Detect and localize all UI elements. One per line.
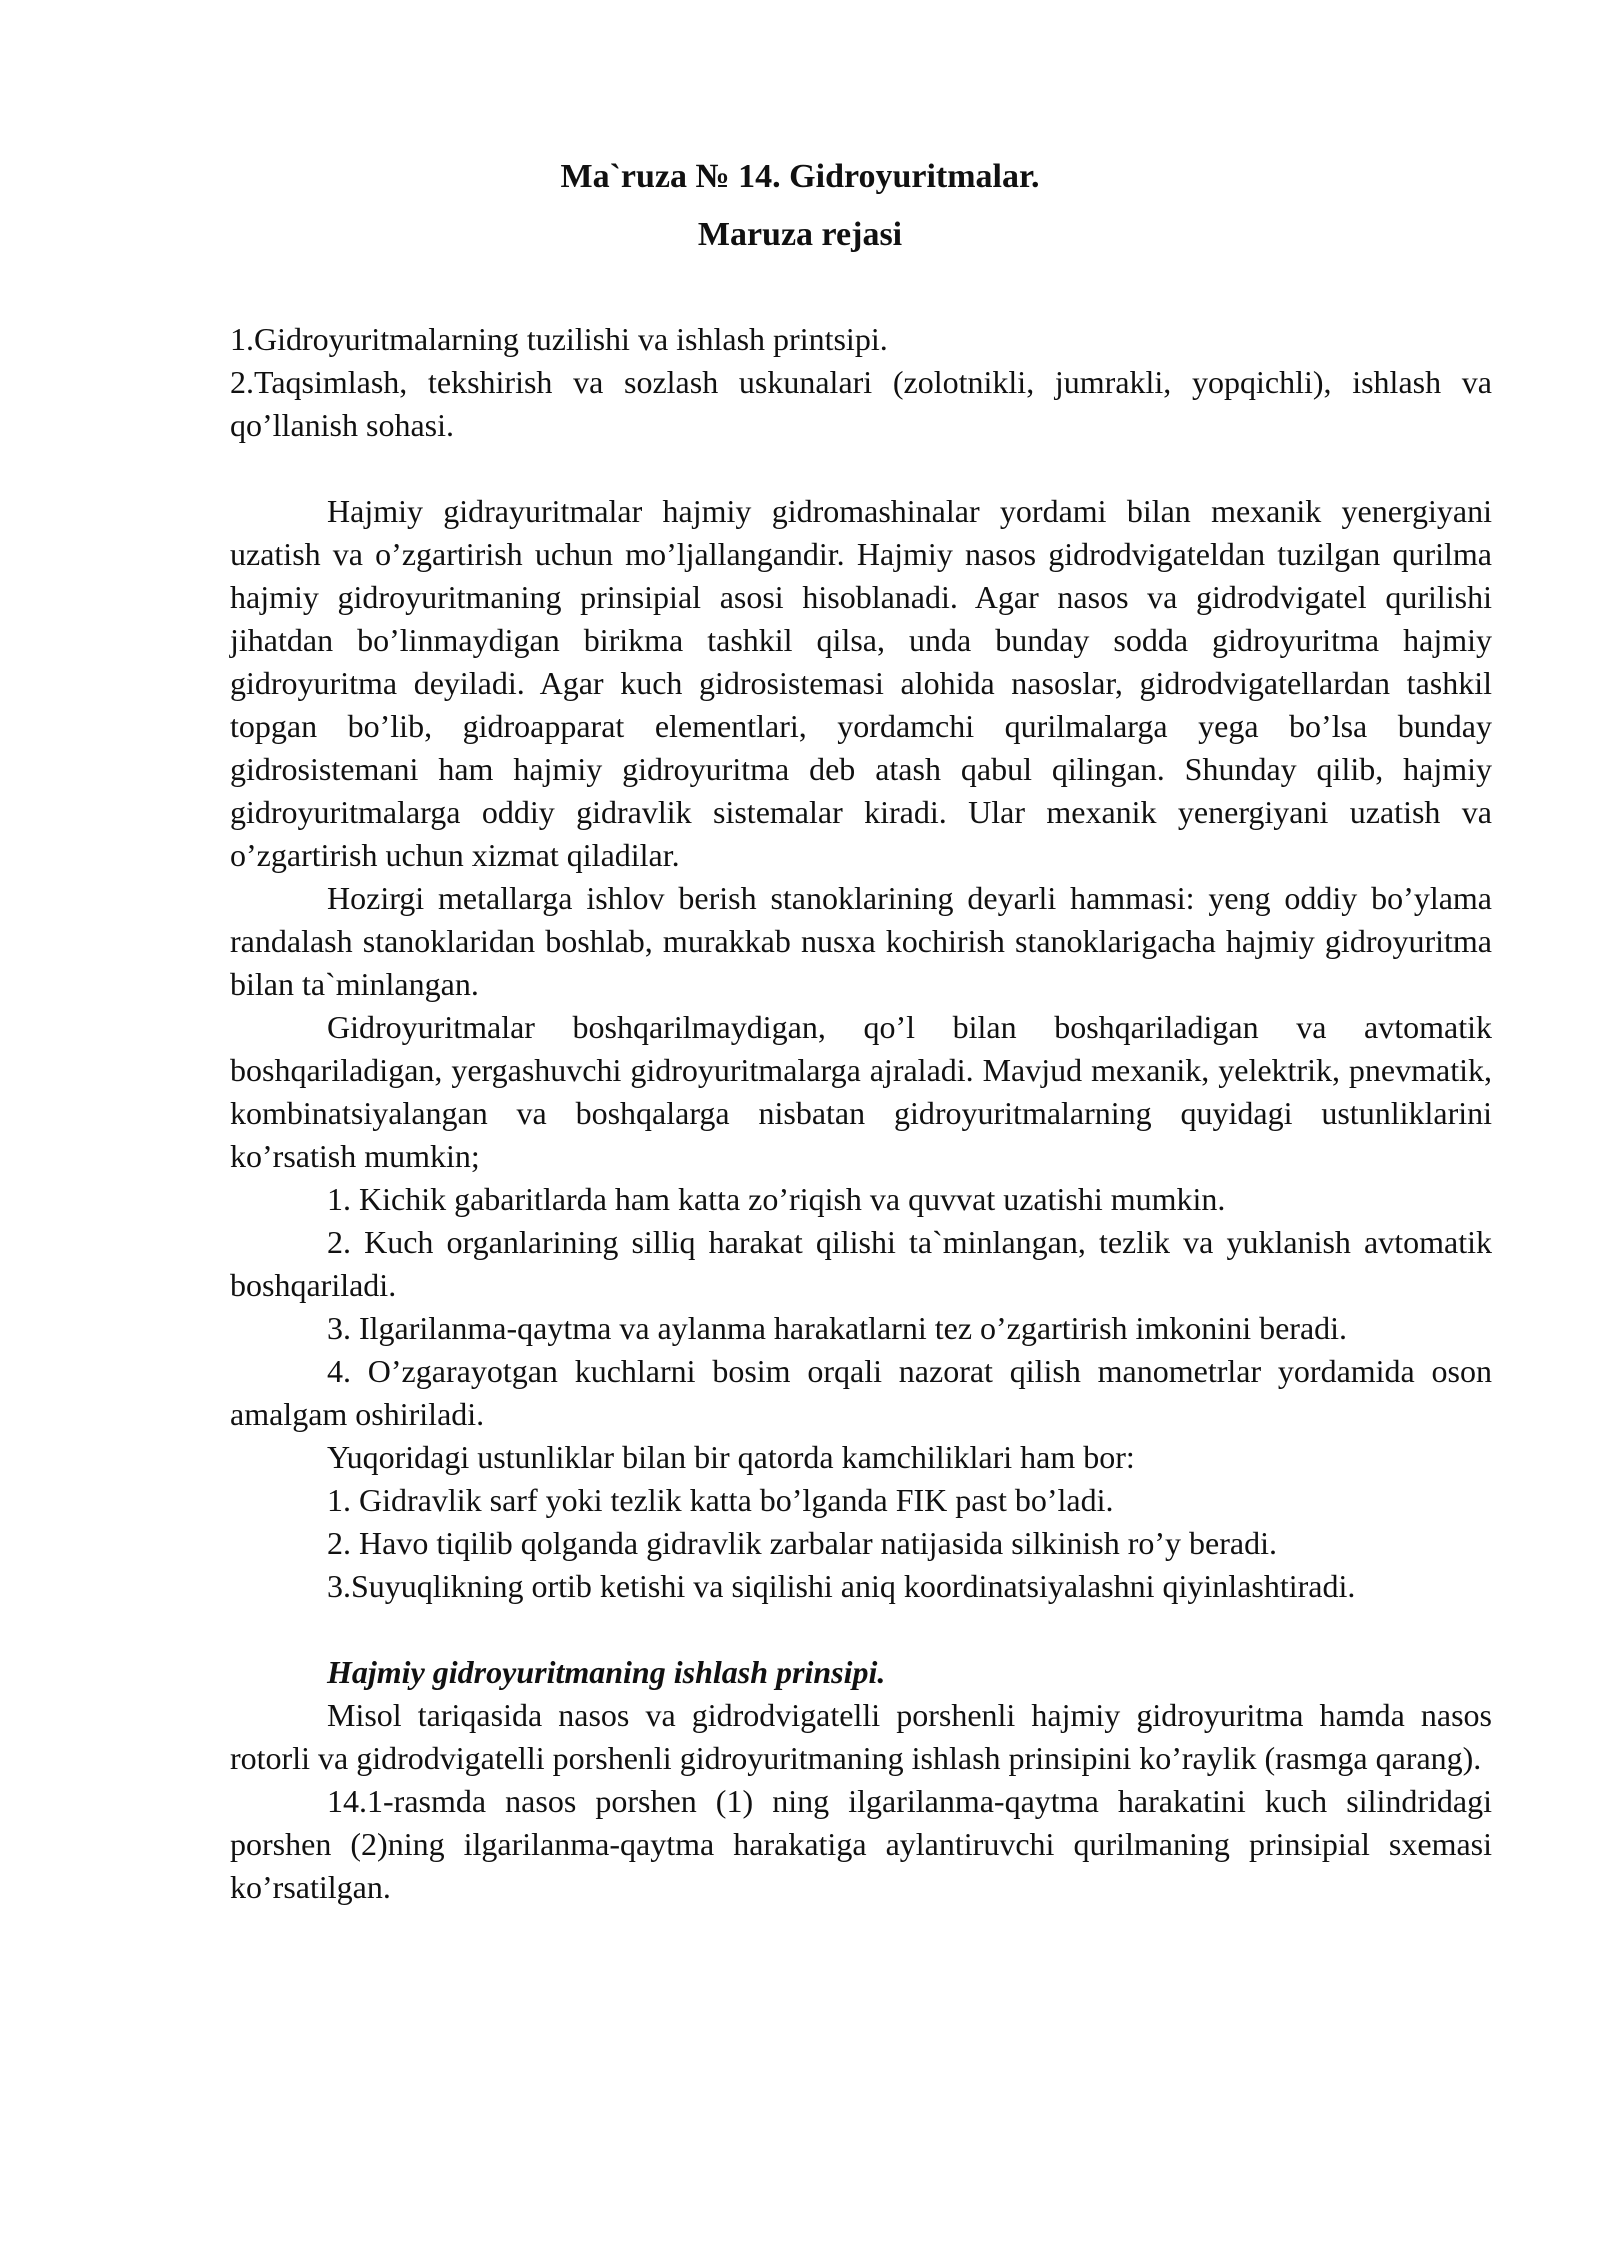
paragraph: 14.1-rasmda nasos porshen (1) ning ilgarilanma-qaytma harakatini kuch silindridagi porshen (2)ning ilgarilanma-qaytma harakatiga aylantiruvchi qurilmaning prinsipial sxemasi ko’rsatilgan. (230, 1783, 1492, 1905)
page-subtitle: Maruza rejasi (697, 216, 903, 253)
lecture-plan (230, 318, 1492, 447)
advantage-item: 1. Kichik gabaritlarda ham katta zo’riqish va quvvat uzatishi mumkin. (327, 1181, 1226, 1217)
disadvantage-item: 2. Havo tiqilib qolganda gidravlik zarbalar natijasida silkinish ro’y beradi. (327, 1525, 1277, 1561)
paragraph: Misol tariqasida nasos va gidrodvigatelli porshenli hajmiy gidroyuritma hamda nasos rotorli va gidrodvigatelli porshenli gidroyuritmaning ishlash prinsipini ko’raylik (rasmga qarang). (230, 1697, 1492, 1776)
paragraph: Hajmiy gidrayuritmalar hajmiy gidromashinalar yordami bilan mexanik yenergiyani uzatish va o’zgartirish uchun mo’ljallangandir. Hajmiy nasos gidrodvigateldan tuzilgan qurilma hajmiy gidroyuritmaning prinsipial asosi hisoblanadi. Agar nasos va gidrodvigatel qurilishi jihatdan bo’linmaydigan birikma tashkil qilsa, unda bunday sodda gidroyuritma hajmiy gidroyuritma deyiladi. Agar kuch gidrosistemasi alohida nasoslar, gidrodvigatellardan tashkil topgan bo’lib, gidroapparat elementlari, yordamchi qurilmalarga yega bo’lsa bunday gidrosistemani ham hajmiy gidroyuritma deb atash qabul qilingan. Shunday qilib, hajmiy gidroyuritmalarga oddiy gidravlik sistemalar kiradi. Ular mexanik yenergiyani uzatish va o’zgartirish uchun xizmat qiladilar. (230, 493, 1492, 873)
paragraph: Gidroyuritmalar boshqarilmaydigan, qo’l bilan boshqariladigan va avtomatik boshqariladigan, yergashuvchi gidroyuritmalarga ajraladi. Mavjud mexanik, yelektrik, pnevmatik, kombinatsiyalangan va boshqalarga nisbatan gidroyuritmalarning quyidagi ustunliklarini ko’rsatish mumkin; (230, 1009, 1492, 1174)
advantage-item: 3. Ilgarilanma-qaytma va aylanma harakatlarni tez o’zgartirish imkonini beradi. (327, 1310, 1348, 1346)
lecture-body (230, 490, 1492, 1909)
disadvantage-item: 3.Suyuqlikning ortib ketishi va siqilishi aniq koordinatsiyalashni qiyinlashtiradi. (327, 1568, 1356, 1604)
disadvantage-item: 1. Gidravlik sarf yoki tezlik katta bo’lganda FIK past bo’ladi. (327, 1482, 1114, 1518)
section-heading: Hajmiy gidroyuritmaning ishlash prinsipi. (327, 1654, 886, 1690)
plan-item: 2.Taqsimlash, tekshirish va sozlash uskunalari (zolotnikli, jumrakli, yopqichli), ishlash va qo’llanish sohasi. (230, 364, 1492, 443)
page-title: Ma`ruza № 14. Gidroyuritmalar. (560, 158, 1040, 195)
spacer (230, 1608, 1492, 1651)
advantage-item: 4. O’zgarayotgan kuchlarni bosim orqali nazorat qilish manometrlar yordamida oson amalgam oshiriladi. (230, 1353, 1492, 1432)
paragraph: Hozirgi metallarga ishlov berish stanoklarining deyarli hammasi: yeng oddiy bo’ylama randalash stanoklaridan boshlab, murakkab nusxa kochirish stanoklarigacha hajmiy gidroyuritma bilan ta`minlangan. (230, 880, 1492, 1002)
plan-item: 1.Gidroyuritmalarning tuzilishi va ishlash printsipi. (230, 321, 888, 357)
advantage-item: 2. Kuch organlarining silliq harakat qilishi ta`minlangan, tezlik va yuklanish avtomatik boshqariladi. (230, 1224, 1492, 1303)
paragraph: Yuqoridagi ustunliklar bilan bir qatorda kamchiliklari ham bor: (327, 1439, 1135, 1475)
